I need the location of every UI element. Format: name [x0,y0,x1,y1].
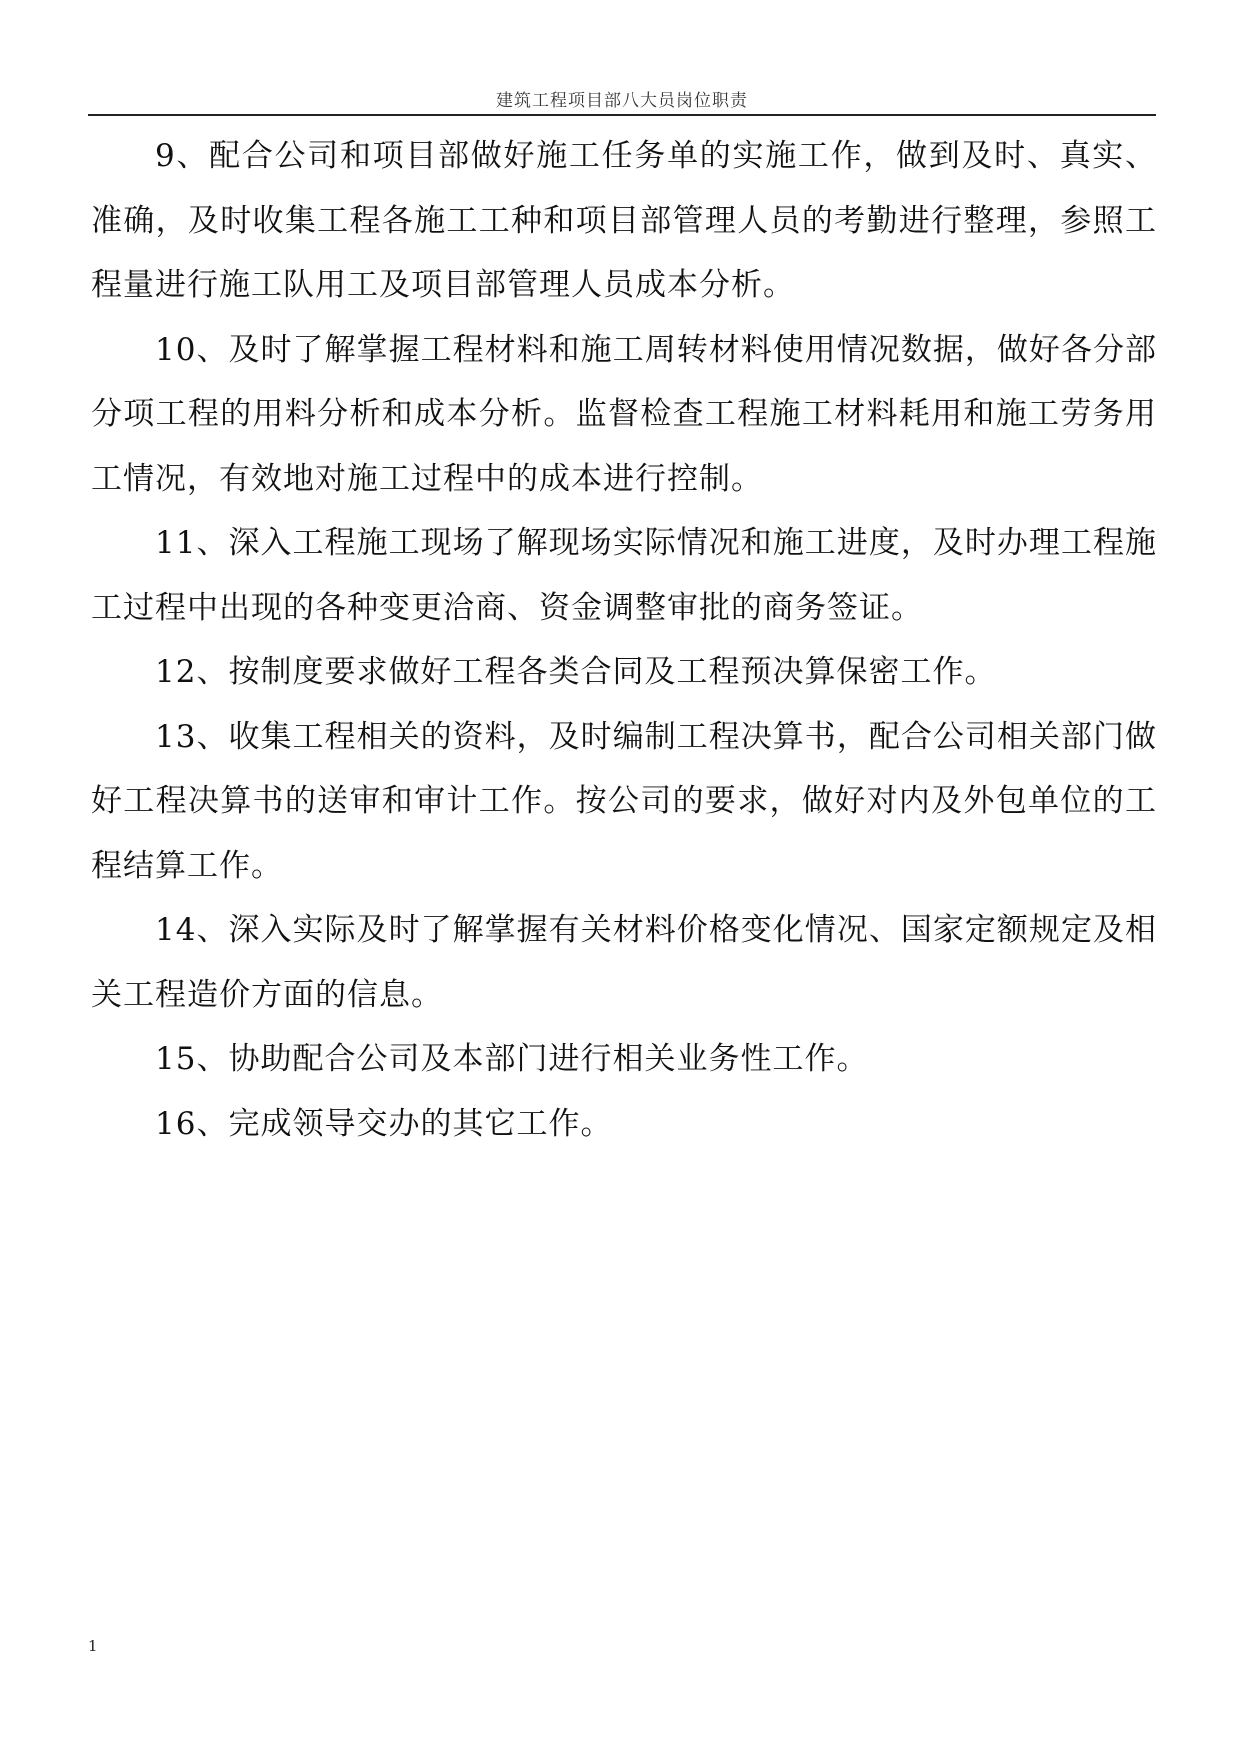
document-body [91,124,1157,1156]
duty-item-16: 16、完成领导交办的其它工作。 [155,1105,613,1142]
duty-item-11: 11、深入工程施工现场了解现场实际情况和施工进度，及时办理工程施工过程中出现的各种变更洽商、资金调整审批的商务签证。 [91,525,1157,626]
duty-item-9: 9、配合公司和项目部做好施工任务单的实施工作，做到及时、真实、准确，及时收集工程各施工工种和项目部管理人员的考勤进行整理，参照工程量进行施工队用工及项目部管理人员成本分析。 [91,138,1157,303]
page-header-title: 建筑工程项目部八大员岗位职责 [496,91,748,111]
duty-item-12: 12、按制度要求做好工程各类合同及工程预决算保密工作。 [155,654,997,690]
header-divider [88,114,1156,116]
duty-item-13: 13、收集工程相关的资料，及时编制工程决算书，配合公司相关部门做好工程决算书的送审和审计工作。按公司的要求，做好对内及外包单位的工程结算工作。 [91,718,1157,884]
duty-item-10: 10、及时了解掌握工程材料和施工周转材料使用情况数据，做好各分部分项工程的用料分析和成本分析。监督检查工程施工材料耗用和施工劳务用工情况，有效地对施工过程中的成本进行控制。 [91,331,1157,497]
duty-item-15: 15、协助配合公司及本部门进行相关业务性工作。 [155,1041,869,1077]
duty-item-14: 14、深入实际及时了解掌握有关材料价格变化情况、国家定额规定及相关工程造价方面的信息。 [91,912,1157,1013]
page-number: 1 [88,1637,98,1655]
